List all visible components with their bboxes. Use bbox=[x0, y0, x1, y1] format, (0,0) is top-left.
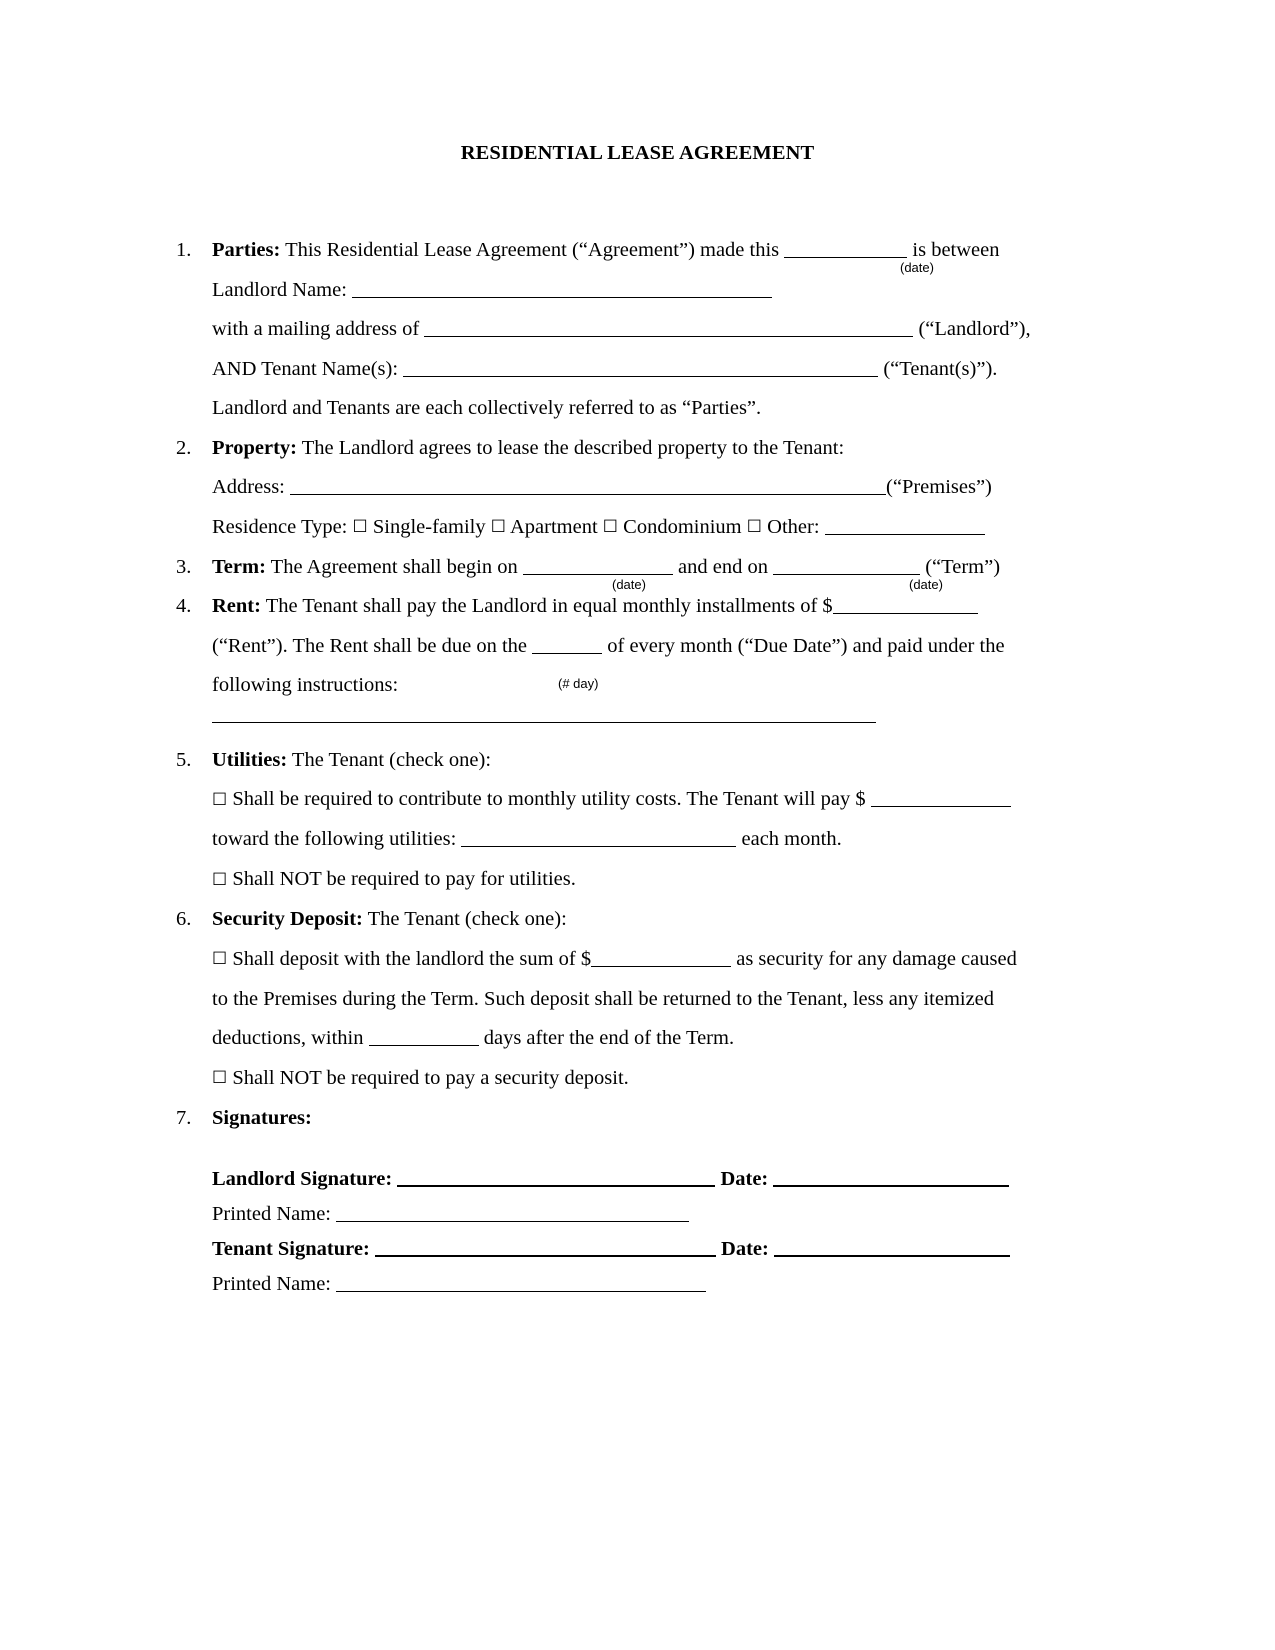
clause-property bbox=[176, 429, 1076, 548]
property-line-1 bbox=[212, 429, 1076, 469]
clause-number-3: 3. bbox=[176, 555, 192, 578]
utilities-heading: Utilities: bbox=[212, 748, 288, 771]
clause-security-deposit bbox=[176, 900, 1076, 1099]
option-label-other: Other: bbox=[767, 515, 820, 538]
checkbox-utilities-not-required[interactable]: ☐ bbox=[212, 869, 228, 890]
checkbox-condominium[interactable]: ☐ bbox=[602, 517, 619, 538]
checkbox-apartment[interactable]: ☐ bbox=[490, 517, 506, 538]
security-deposit-text-1b: as security for any damage caused bbox=[736, 947, 1017, 970]
term-paren-text: (“Term”) bbox=[925, 555, 1001, 578]
clause-number-7: 7. bbox=[176, 1106, 192, 1129]
tenant-date-field[interactable] bbox=[774, 1236, 1010, 1257]
property-address-field[interactable] bbox=[290, 475, 886, 495]
clause-utilities bbox=[176, 741, 1076, 900]
clause-parties bbox=[176, 231, 1076, 429]
rent-instructions-label: following instructions: bbox=[212, 674, 399, 697]
landlord-date-label: Date: bbox=[720, 1168, 769, 1191]
landlord-signature-field[interactable] bbox=[397, 1166, 715, 1187]
document-body bbox=[176, 231, 1076, 1302]
rent-text-2a: (“Rent”). The Rent shall be due on the bbox=[212, 634, 527, 657]
option-label-condominium: Condominium bbox=[623, 515, 742, 538]
checkbox-single-family[interactable]: ☐ bbox=[352, 517, 368, 538]
tenant-name-label: AND Tenant Name(s): bbox=[212, 357, 399, 380]
page-title: RESIDENTIAL LEASE AGREEMENT bbox=[460, 142, 815, 164]
tenant-printed-name-label: Printed Name: bbox=[212, 1273, 331, 1296]
parties-line-4 bbox=[212, 350, 1076, 390]
utilities-option-2-text: Shall NOT be required to pay for utilities. bbox=[232, 867, 576, 890]
term-text-1a: The Agreement shall begin on bbox=[270, 555, 518, 578]
utilities-amount-field[interactable] bbox=[871, 787, 1011, 807]
landlord-name-field[interactable] bbox=[352, 277, 772, 297]
option-label-apartment: Apartment bbox=[510, 515, 598, 538]
utilities-line-1 bbox=[212, 741, 1076, 781]
parties-text-1b: is between bbox=[912, 239, 1000, 261]
landlord-printed-name-field[interactable] bbox=[336, 1202, 689, 1222]
term-end-date-field[interactable] bbox=[773, 554, 920, 574]
tenant-printed-name-field[interactable] bbox=[336, 1272, 706, 1292]
signatures-spacer bbox=[212, 1138, 1076, 1162]
clause-term bbox=[176, 548, 1076, 592]
tenant-paren-text: (“Tenant(s)”). bbox=[883, 357, 998, 380]
rent-spacer-2 bbox=[212, 723, 1076, 741]
residence-type-other-field[interactable] bbox=[825, 514, 985, 534]
tenant-signature-field[interactable] bbox=[375, 1236, 716, 1257]
utilities-each-month-text: each month. bbox=[741, 828, 842, 851]
rent-line-1 bbox=[212, 587, 1076, 627]
property-line-3 bbox=[212, 508, 1076, 548]
utilities-option-1-line bbox=[212, 780, 1076, 820]
security-deposit-line-1 bbox=[212, 900, 1076, 940]
rent-due-day-annotation: (# day) bbox=[558, 676, 599, 692]
tenant-name-field[interactable] bbox=[403, 356, 878, 376]
parties-line-1 bbox=[212, 231, 1076, 275]
utilities-option-1-text: Shall be required to contribute to monthly utility costs. The Tenant will pay $ bbox=[232, 788, 866, 811]
rent-line-3 bbox=[212, 666, 1076, 706]
mailing-address-label: with a mailing address of bbox=[212, 318, 420, 340]
parties-line-3 bbox=[212, 310, 1076, 350]
landlord-name-label: Landlord Name: bbox=[212, 278, 347, 301]
property-heading: Property: bbox=[212, 436, 298, 459]
security-deposit-option-2-line bbox=[212, 1059, 1076, 1099]
term-line-1 bbox=[212, 548, 1076, 592]
clause-signatures bbox=[176, 1099, 1076, 1303]
rent-amount-field[interactable] bbox=[833, 594, 978, 614]
term-end-date-annotation: (date) bbox=[909, 576, 943, 592]
rent-spacer bbox=[212, 706, 1076, 722]
property-line-2 bbox=[212, 468, 1076, 508]
term-heading: Term: bbox=[212, 555, 266, 578]
term-text-1b: and end on bbox=[678, 555, 768, 578]
parties-text-1a: This Residential Lease Agreement (“Agreement”) made this bbox=[285, 239, 780, 261]
security-deposit-line-4 bbox=[212, 1019, 1076, 1059]
clause-number-4: 4. bbox=[176, 595, 192, 618]
rent-line-2 bbox=[212, 627, 1076, 667]
premises-paren-text: (“Premises”) bbox=[886, 476, 992, 498]
address-label: Address: bbox=[212, 476, 285, 498]
security-deposit-days-text: days after the end of the Term. bbox=[483, 1027, 735, 1050]
security-deposit-amount-field[interactable] bbox=[591, 946, 731, 966]
security-deposit-option-1-line bbox=[212, 940, 1076, 980]
residence-type-label: Residence Type: bbox=[212, 515, 348, 538]
parties-line-5: Landlord and Tenants are each collectively referred to as “Parties”. bbox=[212, 397, 762, 419]
landlord-printed-name-row bbox=[212, 1197, 1076, 1232]
checkbox-deposit-not-required[interactable]: ☐ bbox=[212, 1068, 228, 1089]
utilities-list-field[interactable] bbox=[461, 827, 736, 847]
term-begin-date-annotation: (date) bbox=[612, 576, 646, 592]
clause-rent bbox=[176, 587, 1076, 741]
signatures-heading: Signatures: bbox=[212, 1106, 312, 1129]
rent-heading: Rent: bbox=[212, 595, 261, 618]
security-deposit-deductions-label: deductions, within bbox=[212, 1027, 364, 1050]
clause-number-5: 5. bbox=[176, 748, 192, 771]
landlord-date-field[interactable] bbox=[773, 1166, 1009, 1187]
checkbox-other[interactable]: ☐ bbox=[746, 517, 763, 538]
option-label-single-family: Single-family bbox=[372, 515, 486, 538]
security-deposit-line-3: to the Premises during the Term. Such deposit shall be returned to the Tenant, less any itemized bbox=[212, 987, 995, 1010]
parties-date-annotation: (date) bbox=[900, 260, 934, 275]
clause-number-1: 1. bbox=[176, 239, 192, 261]
checkbox-utilities-contribute[interactable]: ☐ bbox=[212, 789, 228, 810]
security-deposit-text-1: The Tenant (check one): bbox=[367, 908, 567, 931]
signatures-line-1 bbox=[212, 1099, 1076, 1139]
clause-number-6: 6. bbox=[176, 908, 192, 931]
parties-line-2 bbox=[212, 271, 1076, 311]
term-begin-date-field[interactable] bbox=[523, 554, 673, 574]
landlord-printed-name-label: Printed Name: bbox=[212, 1203, 331, 1226]
security-deposit-days-field[interactable] bbox=[369, 1026, 479, 1046]
utilities-text-1: The Tenant (check one): bbox=[291, 748, 492, 771]
utilities-toward-label: toward the following utilities: bbox=[212, 828, 457, 851]
parties-heading: Parties: bbox=[212, 239, 281, 261]
parties-date-field[interactable] bbox=[784, 238, 907, 258]
utilities-option-2-line bbox=[212, 860, 1076, 900]
rent-text-2b: of every month (“Due Date”) and paid under the bbox=[607, 634, 1005, 657]
security-deposit-option-2-text: Shall NOT be required to pay a security deposit. bbox=[232, 1066, 629, 1089]
checkbox-deposit-required[interactable]: ☐ bbox=[212, 949, 228, 970]
utilities-line-3 bbox=[212, 820, 1076, 860]
landlord-signature-row bbox=[212, 1162, 1076, 1197]
security-deposit-option-1-text: Shall deposit with the landlord the sum of $ bbox=[232, 947, 592, 970]
tenant-date-label: Date: bbox=[721, 1238, 769, 1261]
tenant-printed-name-row bbox=[212, 1267, 1076, 1302]
rent-due-day-field[interactable] bbox=[532, 633, 602, 653]
clause-number-2: 2. bbox=[176, 436, 192, 459]
rent-text-1a: The Tenant shall pay the Landlord in equal monthly installments of $ bbox=[265, 595, 833, 618]
property-text-1: The Landlord agrees to lease the described property to the Tenant: bbox=[301, 436, 845, 459]
landlord-signature-label: Landlord Signature: bbox=[212, 1168, 393, 1191]
landlord-paren-text: (“Landlord”), bbox=[918, 318, 1031, 340]
landlord-mailing-address-field[interactable] bbox=[424, 317, 913, 337]
tenant-signature-label: Tenant Signature: bbox=[212, 1238, 370, 1261]
tenant-signature-row bbox=[212, 1232, 1076, 1267]
security-deposit-heading: Security Deposit: bbox=[212, 908, 363, 931]
